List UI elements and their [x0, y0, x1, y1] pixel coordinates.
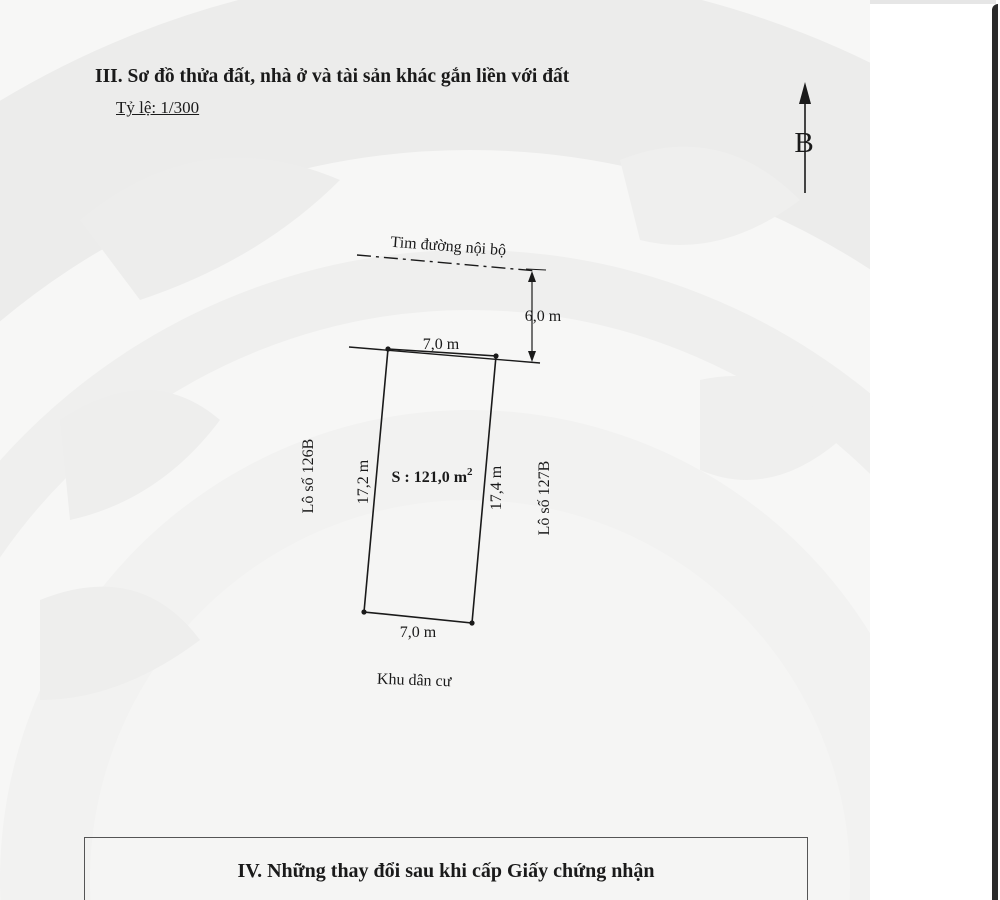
right-neighbor-label: Lô số 127B: [536, 460, 553, 536]
area-unit-exponent: 2: [467, 466, 473, 478]
section-3-heading: III. Sơ đồ thửa đất, nhà ở và tài sản khác gắn liền với đất: [95, 66, 570, 87]
area-label: [391, 466, 473, 486]
bottom-edge-label: 7,0 m: [399, 624, 437, 641]
bottom-neighbor-label: Khu dân cư: [376, 670, 452, 691]
page-margin: [870, 0, 1000, 900]
scale-label: Tỷ lệ: 1/300: [116, 98, 200, 117]
section-4-heading: IV. Những thay đổi sau khi cấp Giấy chứng nhận: [237, 860, 655, 882]
binding-edge: [992, 4, 998, 900]
road-centerline: [357, 255, 537, 271]
section-4-box: [84, 837, 808, 900]
road-distance-label: 6,0 m: [524, 308, 562, 325]
right-edge-label: 17,4 m: [488, 465, 505, 511]
left-edge-label: 17,2 m: [355, 459, 372, 505]
north-label: B: [794, 127, 814, 159]
parcel-outline: [364, 349, 496, 623]
page-edge-top: [870, 0, 996, 4]
left-neighbor-label: Lô số 126B: [300, 438, 317, 514]
area-value: S : 121,0 m: [391, 469, 468, 486]
road-label: Tim đường nội bộ: [390, 233, 507, 260]
top-edge-label: 7,0 m: [422, 336, 460, 353]
